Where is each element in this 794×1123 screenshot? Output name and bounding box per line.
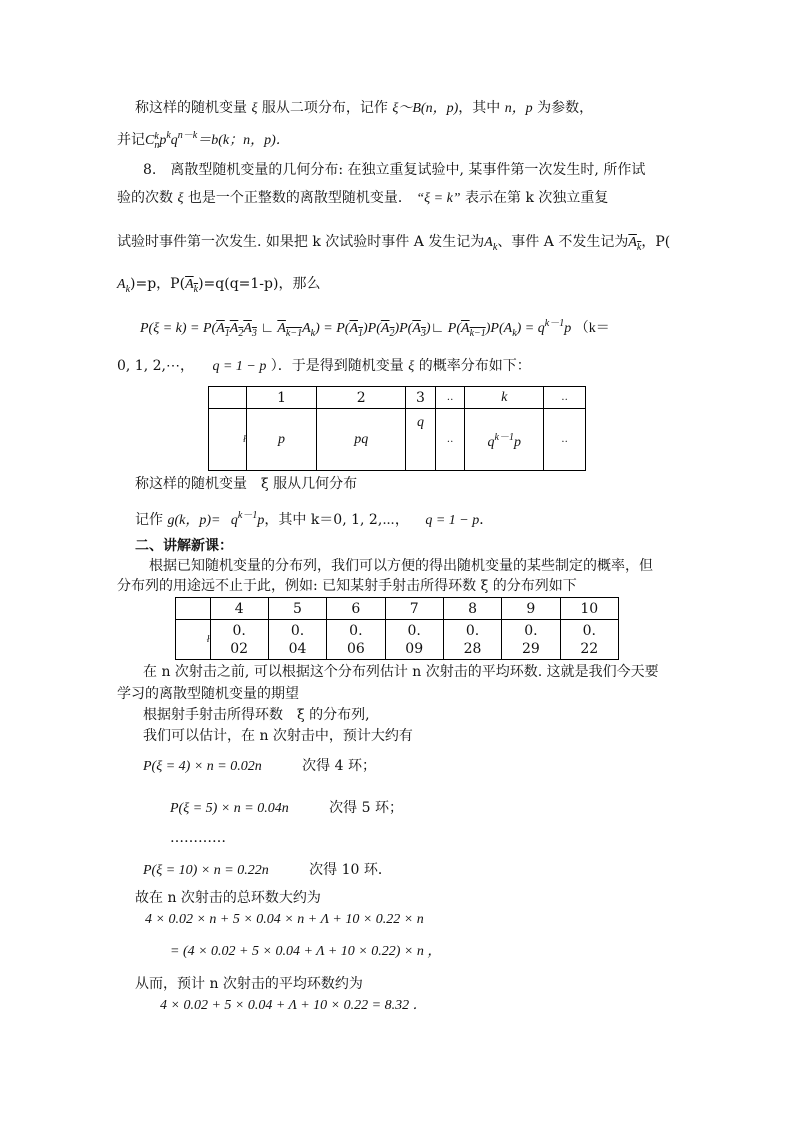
text: 、事件 A 不发生记为 bbox=[497, 234, 629, 250]
totals-formula3: 4 × 0.02 + 5 × 0.04 + Λ + 10 × 0.22 = 8.32 ． bbox=[160, 998, 427, 1013]
lhs: P(ξ = k) = P( bbox=[140, 321, 217, 336]
rhs: ) = q bbox=[516, 321, 545, 336]
text: ，其中 bbox=[264, 512, 307, 528]
shooting-distribution-table bbox=[175, 597, 619, 660]
text: 为参数， bbox=[537, 100, 594, 116]
text: 0, 1, 2,⋯， bbox=[117, 358, 194, 374]
table-row bbox=[176, 598, 619, 620]
geometric-formula: $P(\xi = k) = P(A_1A_2A_3$ ∟ $A_{k-1}A_k$) = $P(A_1)P(A_2)P(A_3)∟$ $P(A_{k-1})P(A_k) = q^{k-1}p$ （k＝ bbox=[140, 318, 610, 339]
text: 表示在第 k 次独立重复 bbox=[465, 190, 609, 206]
table-cell: 10 bbox=[560, 598, 618, 620]
para4-line1: 在 n 次射击之前, 可以根据这个分布列估计 n 次射击的平均环数. 这就是我们今天要 bbox=[143, 664, 659, 680]
section-heading: 二、讲解新课： bbox=[135, 538, 233, 554]
rhs-exp: k－1 bbox=[544, 318, 565, 329]
q-letter: q bbox=[230, 513, 238, 528]
estimate-5 bbox=[170, 798, 403, 819]
binomial-term bbox=[145, 130, 198, 151]
q-letter: q bbox=[487, 435, 495, 450]
p-letter: p bbox=[257, 513, 265, 528]
c-sup: k bbox=[154, 130, 159, 142]
table-cell: pq bbox=[317, 409, 406, 471]
para1-line1 bbox=[135, 98, 593, 119]
table-row bbox=[176, 620, 619, 660]
formula: P(ξ = 5) × n = 0.04n bbox=[170, 801, 289, 816]
table-cell bbox=[176, 598, 211, 620]
estimate-10 bbox=[143, 860, 392, 881]
para1-line2 bbox=[117, 126, 290, 151]
table-cell bbox=[502, 620, 560, 660]
text: ＝b(k；n，p)． bbox=[197, 133, 290, 148]
para4-line2: 学习的离散型随机变量的期望 bbox=[117, 686, 299, 702]
rhs-p: p bbox=[564, 321, 572, 336]
table-cell: ł bbox=[176, 620, 211, 660]
prob-top: 0. bbox=[465, 622, 480, 639]
table-cell bbox=[268, 620, 326, 660]
text: ，其中 bbox=[458, 100, 501, 116]
formula: P(ξ = 4) × n = 0.02n bbox=[143, 759, 262, 774]
text: 也是一个正整数的离散型随机变量． bbox=[187, 190, 412, 206]
xi-symbol: ξ bbox=[251, 101, 258, 116]
event-notation: “ξ = k” bbox=[416, 191, 461, 206]
text: 称这样的随机变量 bbox=[135, 100, 247, 116]
q-exp: k－1 bbox=[237, 510, 258, 521]
k-sub: k bbox=[125, 284, 131, 295]
prob-top: 0. bbox=[524, 622, 538, 639]
a-letter: A bbox=[117, 277, 126, 292]
geo-notation: g(k，p)= bbox=[167, 513, 221, 528]
table-cell: k bbox=[465, 387, 544, 409]
prob-bottom: 28 bbox=[463, 640, 482, 657]
totals-formula1: 4 × 0.02 × n + 5 × 0.04 × n + Λ + 10 × 0.22 × n bbox=[145, 912, 424, 927]
k-sub: k bbox=[193, 284, 199, 295]
text: 次得 10 环． bbox=[309, 862, 392, 878]
text: )=p，P( bbox=[130, 276, 186, 292]
section2-line1: 根据已知随机变量的分布列，我们可以方便的得出随机变量的某些制定的概率，但 bbox=[149, 558, 653, 574]
table-cell bbox=[209, 387, 247, 409]
prob-top: 0. bbox=[232, 622, 246, 639]
mid: ) = P( bbox=[315, 321, 350, 336]
totals-line1: 故在 n 次射击的总环数大约为 bbox=[135, 890, 321, 906]
params: n，p bbox=[504, 101, 533, 116]
prob-bottom: 09 bbox=[405, 640, 424, 657]
a-letter: A bbox=[185, 277, 194, 292]
geo-term bbox=[230, 510, 265, 528]
totals-formula2: = (4 × 0.02 + 5 × 0.04 + Λ + 10 × 0.22) × n ， bbox=[170, 944, 442, 959]
event-a-k-bar bbox=[628, 235, 642, 253]
table-cell: 1 bbox=[246, 387, 316, 409]
geometric-distribution-table bbox=[208, 386, 586, 471]
xi-symbol: ξ bbox=[408, 359, 415, 374]
a-letter: A bbox=[628, 235, 637, 250]
prob-top: 0. bbox=[407, 622, 421, 639]
table-cell: 3 bbox=[406, 387, 436, 409]
p-exp: k bbox=[166, 130, 171, 141]
section2-line2: 分布列的用途远不止于此，例如: 已知某射手射击所得环数 ξ 的分布列如下 bbox=[117, 578, 577, 594]
prob-bottom: 29 bbox=[521, 640, 540, 657]
text: )=q(q=1-p)，那么 bbox=[198, 276, 321, 292]
p-letter: p bbox=[159, 133, 167, 148]
text: 服从二项分布，记作 bbox=[261, 100, 388, 116]
para4-line4: 我们可以估计，在 n 次射击中，预计大约有 bbox=[143, 728, 413, 744]
text: 的概率分布如下： bbox=[418, 358, 531, 374]
text: 次得 4 环； bbox=[302, 758, 376, 774]
para2-line4 bbox=[117, 274, 320, 300]
prob-bottom: 22 bbox=[580, 640, 599, 657]
prob-bottom: 06 bbox=[346, 640, 365, 657]
para2-line1: 8. 离散型随机变量的几何分布: 在独立重复试验中, 某事件第一次发生时, 所作试 bbox=[143, 162, 646, 178]
table-cell: 9 bbox=[502, 598, 560, 620]
text: ，P( bbox=[641, 234, 671, 250]
table-cell: 6 bbox=[327, 598, 385, 620]
table-cell: ‥ bbox=[435, 387, 465, 409]
table-cell: ‥ bbox=[544, 409, 586, 471]
text: ． bbox=[479, 512, 494, 528]
table-cell bbox=[210, 620, 268, 660]
table-cell: 8 bbox=[443, 598, 501, 620]
p-letter: p bbox=[513, 435, 521, 450]
q-letter: q bbox=[170, 133, 178, 148]
xi-symbol: ξ bbox=[177, 191, 184, 206]
table-row bbox=[209, 387, 586, 409]
text: 记作 bbox=[135, 512, 163, 528]
totals-line2: 从而，预计 n 次射击的平均环数约为 bbox=[135, 976, 363, 992]
table-cell bbox=[465, 409, 544, 471]
prob-bottom: 02 bbox=[230, 640, 249, 657]
table-cell: 7 bbox=[385, 598, 443, 620]
table-cell bbox=[327, 620, 385, 660]
table-cell: 4 bbox=[210, 598, 268, 620]
table-cell: 2 bbox=[317, 387, 406, 409]
table-cell: 5 bbox=[268, 598, 326, 620]
para3-line2 bbox=[135, 506, 493, 531]
q-def: q = 1 − p bbox=[425, 513, 480, 528]
text: k＝0, 1, 2,⋯， bbox=[310, 512, 409, 528]
table-cell: ‥ bbox=[544, 387, 586, 409]
a-letter: A bbox=[484, 235, 493, 250]
tail: （k＝ bbox=[574, 321, 610, 336]
para4-line3: 根据射手射击所得环数 ξ 的分布列, bbox=[143, 707, 370, 723]
prob-top: 0. bbox=[290, 622, 305, 639]
table-row bbox=[209, 409, 586, 471]
table-cell: p bbox=[246, 409, 316, 471]
q-def: q = 1 − p bbox=[212, 359, 267, 374]
table-cell bbox=[443, 620, 501, 660]
estimate-dots: ………… bbox=[170, 830, 226, 846]
estimate-4 bbox=[143, 756, 376, 777]
prob-top: 0. bbox=[582, 622, 596, 639]
geometric-formula-line2 bbox=[117, 356, 531, 377]
prob-top: 0. bbox=[349, 622, 363, 639]
c-sub: n bbox=[154, 139, 160, 151]
text: 并记 bbox=[117, 132, 145, 148]
k-sub: k bbox=[636, 242, 642, 253]
q-exp: k－1 bbox=[494, 432, 514, 443]
binomial-notation: ξ～B(n，p) bbox=[392, 101, 459, 116]
text: 试验时事件第一次发生. 如果把 k 次试验时事件 A 发生记为 bbox=[117, 234, 485, 250]
table-cell: ł bbox=[209, 409, 247, 471]
k-sub: k bbox=[492, 242, 498, 253]
c-letter: C bbox=[145, 133, 155, 148]
para2-line2 bbox=[117, 188, 608, 209]
q-exp: n－k bbox=[177, 130, 198, 141]
event-a-k bbox=[484, 235, 498, 253]
table-cell: q bbox=[406, 409, 436, 471]
prob-bottom: 04 bbox=[288, 640, 307, 657]
event-a-k-bar bbox=[185, 277, 199, 295]
table-cell bbox=[560, 620, 618, 660]
formula: P(ξ = 10) × n = 0.22n bbox=[143, 863, 269, 878]
para2-line3 bbox=[117, 232, 670, 258]
para3-line1: 称这样的随机变量 ξ 服从几何分布 bbox=[135, 476, 358, 492]
text: 次得 5 环； bbox=[329, 800, 403, 816]
table-cell: ‥ bbox=[435, 409, 465, 471]
text: 验的次数 bbox=[117, 190, 173, 206]
text: ）．于是得到随机变量 bbox=[270, 358, 404, 374]
table-cell bbox=[385, 620, 443, 660]
event-a-k bbox=[117, 277, 131, 295]
